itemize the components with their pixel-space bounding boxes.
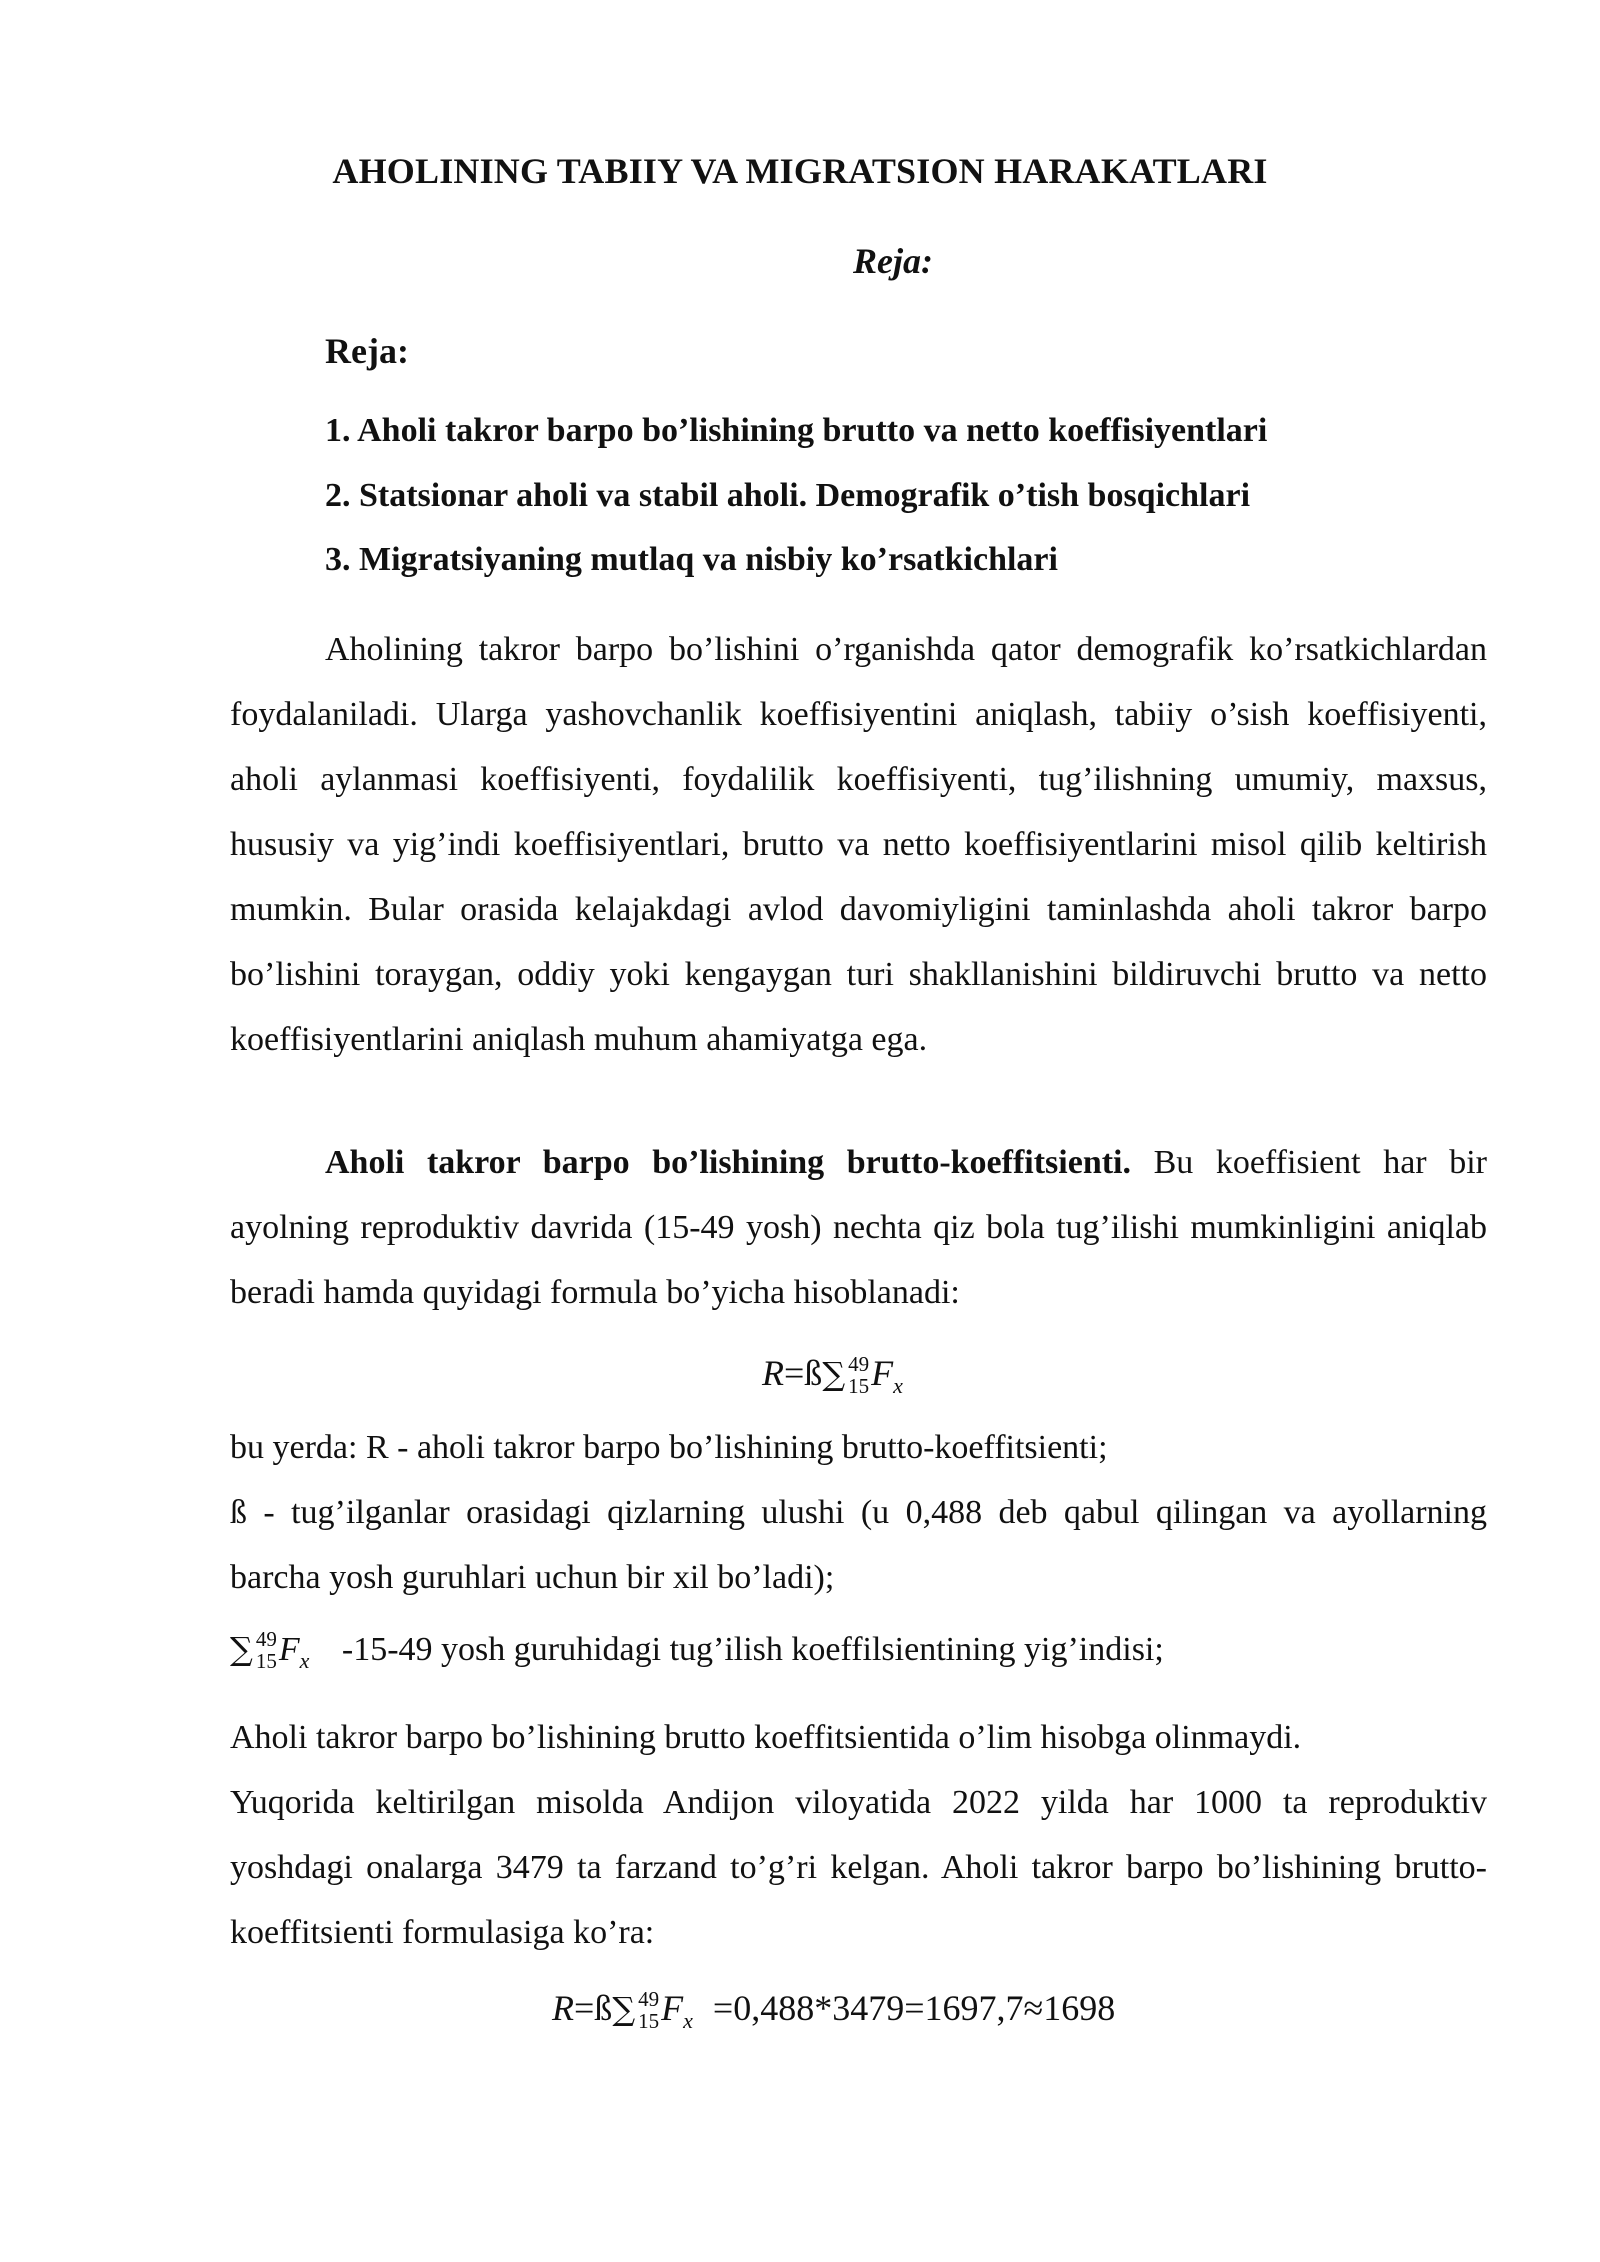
formula-eq: =ß [574, 1988, 613, 2028]
intro-paragraph [230, 617, 1487, 1072]
plan-heading: Reja: [325, 331, 409, 371]
brutto-paragraph [230, 1130, 1487, 1325]
example-paragraph [230, 1770, 1487, 1965]
sum-limits [638, 1988, 659, 2032]
result-formula [552, 1987, 1115, 2034]
variable-f: F [871, 1353, 894, 1393]
example-paragraph-text: Yuqorida keltirilgan misolda Andijon viloyatida 2022 yilda har 1000 ta reproduktiv yoshdagi onalarga 3479 ta farzand to’g’ri kelgan. Aholi takror barpo bo’lishining brutto-koeffitsienti formulasiga ko’ra: [230, 1784, 1487, 1951]
plan-heading-italic: Reja: [853, 241, 933, 281]
note-line: Aholi takror barpo bo’lishining brutto koeffitsientida o’lim hisobga olinmaydi. [230, 1719, 1302, 1756]
sum-lower: 15 [255, 1649, 277, 1674]
sum-upper: 49 [255, 1627, 277, 1652]
sum-limits [848, 1353, 869, 1397]
formula-eq: =ß [784, 1353, 823, 1393]
formula-result: =0,488*3479=1697,7≈1698 [712, 1988, 1116, 2028]
brutto-formula [762, 1352, 903, 1399]
plan-item: 2. Statsionar aholi va stabil aholi. Demografik o’tish bosqichlari [325, 477, 1251, 514]
formula-variable [661, 1988, 693, 2034]
sum-symbol: ∑ [612, 1990, 636, 2028]
sum-lower: 15 [848, 1373, 870, 1398]
intro-paragraph-text: Aholining takror barpo bo’lishini o’rganishda qator demografik ko’rsatkichlardan foydalaniladi. Ularga yashovchanlik koeffisiyentini aniqlash, tabiiy o’sish koeffisiyenti, aholi aylanmasi koeffisiyenti, foydalilik koeffisiyenti, tug’ilishning umumiy, maxsus, hususiy va yig’indi koeffisiyentlari, brutto va netto koeffisiyentlarini misol qilib keltirish mumkin. Bular orasida kelajakdagi avlod davomiyligini taminlashda aholi takror barpo bo’lishini toraygan, oddiy yoki kengaygan turi shakllanishini bildiruvchi brutto va netto koeffisiyentlarini aniqlash muhum ahamiyatga ega. [230, 631, 1487, 1058]
brutto-paragraph-text: Bu koeffisient har bir ayolning reproduktiv davrida (15-49 yosh) nechta qiz bola tug’ilishi mumkinligini aniqlab beradi hamda quyidagi formula bo’yicha hisoblanadi: [230, 1144, 1487, 1311]
formula-lhs: R [762, 1353, 784, 1393]
sum-upper: 49 [848, 1351, 870, 1376]
sum-symbol: ∑ [230, 1630, 253, 1668]
formula-variable [278, 1631, 310, 1673]
formula-lhs: R [552, 1988, 574, 2028]
formula-variable [871, 1353, 903, 1399]
definition-r: bu yerda: R - aholi takror barpo bo’lishining brutto-koeffitsienti; [230, 1429, 1108, 1466]
sum-limits [256, 1628, 277, 1672]
variable-subscript: x [683, 2008, 693, 2034]
variable-f: F [278, 1631, 300, 1668]
variable-subscript: x [893, 1373, 903, 1399]
definition-beta: ß - tug’ilganlar orasidagi qizlarning ulushi (u 0,488 deb qabul qilingan va ayollarning barcha yosh guruhlari uchun bir xil bo’ladi); [230, 1494, 1487, 1596]
document-title: AHOLINING TABIIY VA MIGRATSION HARAKATLARI [332, 151, 1268, 191]
sum-symbol: ∑ [822, 1355, 846, 1393]
brutto-term: Aholi takror barpo bo’lishining brutto-koeffitsienti. [325, 1144, 1131, 1181]
variable-f: F [661, 1988, 684, 2028]
definition-sum [230, 1627, 1164, 1674]
sum-lower: 15 [638, 2008, 660, 2033]
variable-subscript: x [299, 1647, 310, 1673]
plan-item: 3. Migratsiyaning mutlaq va nisbiy ko’rsatkichlari [325, 541, 1058, 578]
sum-upper: 49 [638, 1986, 660, 2011]
definition-sum-text: -15-49 yosh guruhidagi tug’ilish koeffilsientining yig’indisi; [333, 1631, 1164, 1668]
plan-item: 1. Aholi takror barpo bo’lishining brutto va netto koeffisiyentlari [325, 412, 1268, 449]
